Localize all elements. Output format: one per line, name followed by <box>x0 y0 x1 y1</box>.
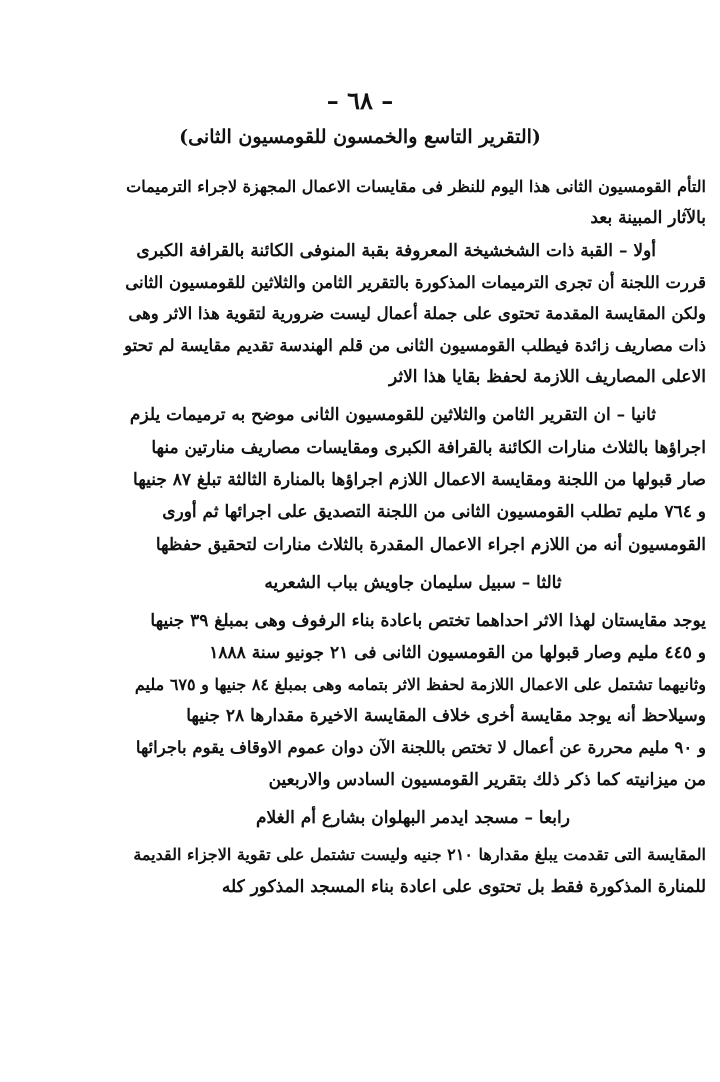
paragraph-line: للمنارة المذكورة فقط بل تحتوى على اعادة بناء المسجد المذكور كله <box>221 876 706 897</box>
paragraph-line: من ميزانيته كما ذكر ذلك بتقرير القومسيون السادس والاربعين <box>268 769 706 790</box>
intro-line: بالآثار المبينة بعد <box>590 208 706 229</box>
page-number: – ٦٨ – <box>326 86 394 115</box>
section-heading-third: ثالثا – سبيل سليمان جاويش بباب الشعريه <box>264 572 562 593</box>
paragraph-line: يوجد مقايستان لهذا الاثر احداهما تختص باعادة بناء الرفوف وهى بمبلغ ٣٩ جنيها <box>150 611 706 632</box>
paragraph-line: الاعلى المصاريف اللازمة لحفظ بقايا هذا الاثر <box>389 367 706 388</box>
section-heading-first: أولا – القبة ذات الشخشيخة المعروفة بقبة المنوفى الكائنة بالقرافة الكبرى <box>136 240 656 261</box>
paragraph-line: وسيلاحظ أنه يوجد مقايسة أخرى خلاف المقايسة الاخيرة مقدارها ٢٨ جنيها <box>186 706 706 727</box>
paragraph-line: ولكن المقايسة المقدمة تحتوى على جملة أعمال ليست ضرورية لتقوية هذا الاثر وهى <box>128 304 706 324</box>
paragraph-line: و ٤٤٥ مليم وصار قبولها من القومسيون الثانى فى ٢١ جونيو سنة ١٨٨٨ <box>209 643 706 664</box>
paragraph-line: و ٩٠ مليم محررة عن أعمال لا تختص باللجنة الآن دوان عموم الاوقاف يقوم باجرائها <box>135 738 706 758</box>
document-body <box>120 172 706 903</box>
paragraph-line: ذات مصاريف زائدة فيطلب القومسيون الثانى من قلم الهندسة تقديم مقايسة لم تحتو <box>124 335 706 355</box>
paragraph-line: ثانيا – ان التقرير الثامن والثلاثين للقومسيون الثانى موضح به ترميمات يلزم <box>129 405 656 426</box>
paragraph-line: صار قبولها من اللجنة ومقايسة الاعمال اللازم اجراؤها بالمنارة الثالثة تبلغ ٨٧ جنيها <box>133 469 706 490</box>
intro-line: التأم القومسيون الثانى هذا اليوم للنظر فى مقايسات الاعمال المجهزة لاجراء الترميمات <box>126 177 706 196</box>
report-title: (التقرير التاسع والخمسون للقومسيون الثانى) <box>179 126 541 148</box>
paragraph-line: اجراؤها بالثلاث منارات الكائنة بالقرافة الكبرى ومقايسات مصاريف منارتين منها <box>151 437 706 458</box>
paragraph-line: القومسيون أنه من اللازم اجراء الاعمال المقدرة بالثلاث منارات لتحقيق حفظها <box>155 534 706 555</box>
paragraph-line: المقايسة التى تقدمت يبلغ مقدارها ٢١٠ جنيه وليست تشتمل على تقوية الاجزاء القديمة <box>133 845 706 865</box>
paragraph-line: و ٧٦٤ مليم تطلب القومسيون الثانى من اللجنة التصديق على اجرائها ثم أورى <box>162 502 706 523</box>
section-heading-fourth: رابعا – مسجد ايدمر البهلوان بشارع أم الغلام <box>256 808 570 829</box>
paragraph-line: قررت اللجنة أن تجرى الترميمات المذكورة بالتقرير الثامن والثلاثين للقومسيون الثانى <box>125 272 706 292</box>
paragraph-line: وثانيهما تشتمل على الاعمال اللازمة لحفظ الاثر بتمامه وهى بمبلغ ٨٤ جنيها و ٦٧٥ مليم <box>134 674 706 694</box>
